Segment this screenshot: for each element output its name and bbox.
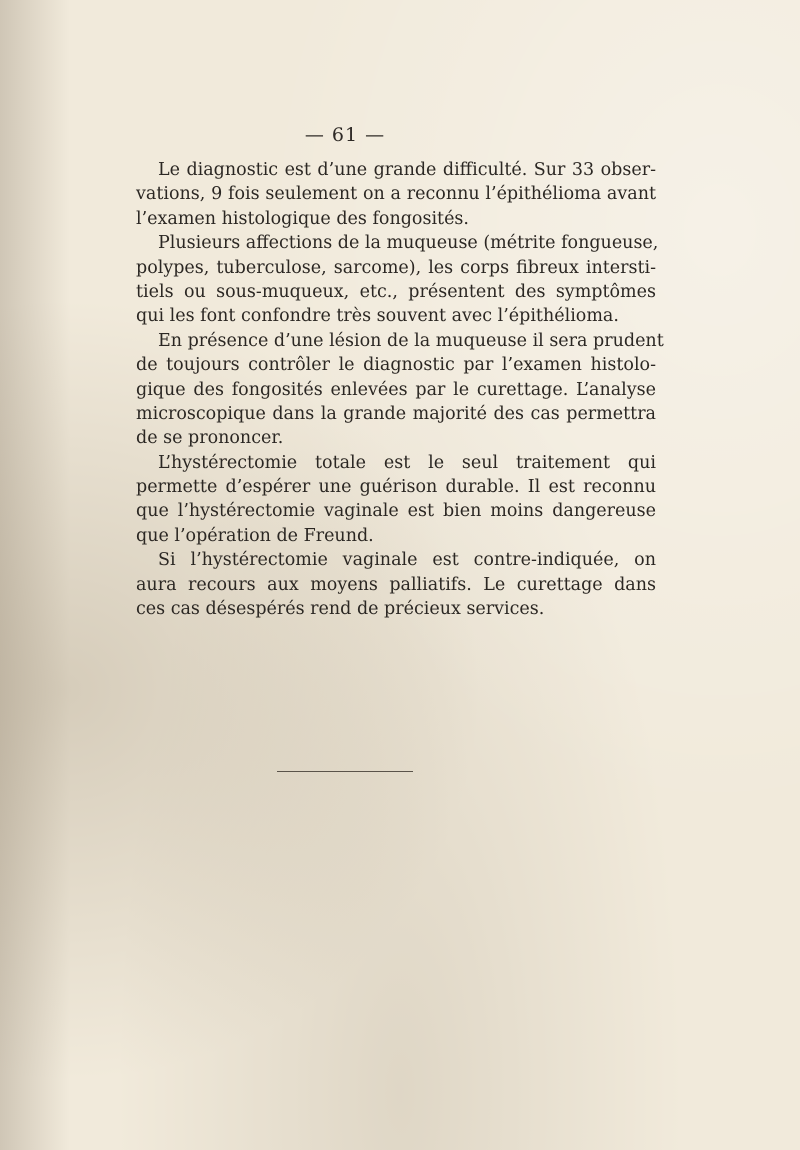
text-line: Le diagnostic est d’une grande difficulté. Sur 33 obser- [158, 160, 656, 180]
text-line: L’hystérectomie totale est le seul traitement qui [158, 452, 656, 473]
text-line: vations, 9 fois seulement on a reconnu l’épithélioma avant [136, 184, 656, 205]
text-line: ces cas désespérés rend de précieux services. [136, 599, 545, 620]
body-text [136, 158, 664, 621]
text-line: Plusieurs affections de la muqueuse (métrite fongueuse, [158, 233, 659, 254]
text-line: de toujours contrôler le diagnostic par l’examen histolo- [136, 355, 656, 376]
page-number: — 61 — [304, 124, 386, 146]
text-line: En présence d’une lésion de la muqueuse il sera prudent [158, 330, 664, 351]
text-line: Si l’hystérectomie vaginale est contre-indiquée, on [158, 550, 656, 571]
text-line: microscopique dans la grande majorité des cas permettra [136, 403, 656, 424]
end-rule [277, 771, 413, 772]
text-line: permette d’espérer une guérison durable. Il est reconnu [136, 477, 656, 498]
text-line: qui les font confondre très souvent avec l’épithélioma. [136, 306, 619, 327]
text-line: gique des fongosités enlevées par le curettage. L’analyse [136, 379, 656, 400]
text-line: aura recours aux moyens palliatifs. Le curettage dans [136, 574, 656, 595]
text-line: de se prononcer. [136, 428, 284, 449]
text-line: que l’hystérectomie vaginale est bien moins dangereuse [136, 501, 656, 522]
text-line: que l’opération de Freund. [136, 525, 374, 546]
text-line: tiels ou sous-muqueux, etc., présentent des symptômes [136, 281, 656, 302]
text-line: polypes, tuberculose, sarcome), les corps fibreux intersti- [136, 257, 656, 278]
text-line: l’examen histologique des fongosités. [136, 208, 469, 229]
